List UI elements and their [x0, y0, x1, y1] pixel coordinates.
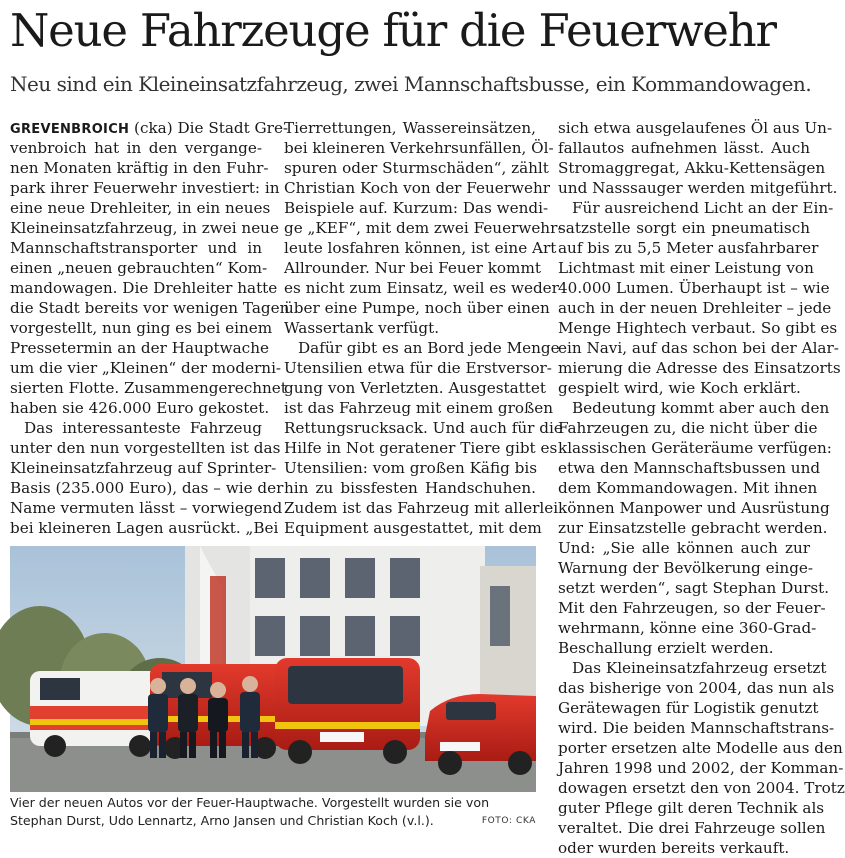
paragraph [284, 338, 563, 538]
paragraph [558, 658, 845, 858]
text-line: 40.000 Lumen. Überhaupt ist – wie [558, 279, 830, 297]
text-line: eine neue Drehleiter, in ein neues [10, 199, 271, 217]
text-line: einen „neuen gebrauchten“ Kom- [10, 259, 268, 277]
photo-credit: FOTO: CKA [481, 816, 536, 826]
text-line: Jahren 1998 und 2002, der Komman- [558, 759, 844, 777]
text-line: Und: „Sie alle können auch zur [558, 539, 810, 557]
text-line: über eine Pumpe, noch über einen [284, 299, 550, 317]
text-line [10, 118, 289, 138]
text-line: Equipment ausgestattet, mit dem [284, 519, 542, 537]
text-line: park ihrer Feuerwehr investiert: in [10, 179, 280, 197]
vehicle-sprinter [30, 671, 165, 757]
text-line: veraltet. Die drei Fahrzeuge sollen [558, 819, 826, 837]
text-line: fallautos aufnehmen lässt. Auch [558, 139, 810, 157]
article-subheadline: Neu sind ein Kleineinsatzfahrzeug, zwei Mannschaftsbusse, ein Kommandowagen. [10, 72, 812, 96]
text-line: Hilfe in Not geratener Tiere gibt es [284, 439, 558, 457]
paragraph [284, 118, 563, 338]
text-line: Dafür gibt es an Bord jede Menge [298, 339, 560, 357]
text-line: satzstelle sorgt ein pneumatisch [558, 219, 810, 237]
paragraph [558, 118, 838, 198]
text-line: Menge Hightech verbaut. So gibt es [558, 319, 838, 337]
text-line: sich etwa ausgelaufenes Öl aus Un- [558, 119, 833, 137]
text-line: venbroich hat in den vergange- [10, 139, 262, 157]
text-line: oder wurden bereits verkauft. [558, 839, 790, 857]
text-line: klassischen Geräteräume verfügen: [558, 439, 832, 457]
text-line: Das Kleineinsatzfahrzeug ersetzt [572, 659, 827, 677]
text-line: dowagen ersetzt den von 2004. Trotz [558, 779, 845, 797]
article-column-2 [284, 118, 563, 538]
paragraph [10, 118, 290, 418]
text-line: Allrounder. Nur bei Feuer kommt [284, 259, 541, 277]
text-line: das bisherige von 2004, das nun als [558, 679, 835, 697]
text-line: Rettungsrucksack. Und auch für die [284, 419, 563, 437]
text-line: ge „KEF“, mit dem zwei Feuerwehr- [284, 219, 563, 237]
text-line: sierten Flotte. Zusammengerechnet [10, 379, 287, 397]
article-headline: Neue Fahrzeuge für die Feuerwehr [10, 4, 776, 57]
text-line: etwa den Mannschaftsbussen und [558, 459, 821, 477]
text-line: können Manpower und Ausrüstung [558, 499, 830, 517]
text-line: Beschallung erzielt werden. [558, 639, 774, 657]
text-line: bei kleineren Lagen ausrückt. „Bei [10, 519, 279, 537]
vehicle-bus-2 [275, 658, 420, 764]
text-line: setzt werden“, sagt Stephan Durst. [558, 579, 830, 597]
text-line: Stromaggregat, Akku-Kettensägen [558, 159, 826, 177]
text-line: um die vier „Kleinen“ der moderni- [10, 359, 282, 377]
text-line: wird. Die beiden Mannschaftstrans- [558, 719, 835, 737]
caption-line: Vier der neuen Autos vor der Feuer-Hauptwache. Vorgestellt wurden sie von [10, 795, 490, 810]
text-line: guter Pflege gilt deren Technik als [558, 799, 825, 817]
paragraph [10, 418, 284, 538]
text-line: und Nasssauger werden mitgeführt. [558, 179, 838, 197]
text-line: unter den nun vorgestellten ist das [10, 439, 281, 457]
text-line: leute losfahren können, ist eine Art [284, 239, 557, 257]
text-line: Beispiele auf. Kurzum: Das wendi- [284, 199, 549, 217]
text-line: Zudem ist das Fahrzeug mit allerlei [284, 499, 559, 517]
text-line: Für ausreichend Licht an der Ein- [572, 199, 834, 217]
article-photo [10, 546, 536, 792]
text-line: mierung die Adresse des Einsatzorts [558, 359, 841, 377]
text-line: ist das Fahrzeug mit einem großen [284, 399, 553, 417]
text-line: Name vermuten lässt – vorwiegend [10, 499, 283, 517]
text-line: Utensilien: vom großen Käfig bis [284, 459, 538, 477]
text-line: ein Navi, auf das schon bei der Alar- [558, 339, 839, 357]
text-line: gung von Verletzten. Ausgestattet [284, 379, 546, 397]
text-line: Warnung der Bevölkerung einge- [558, 559, 814, 577]
article-column-1 [10, 118, 290, 538]
text-line: Gerätewagen für Logistik genutzt [558, 699, 819, 717]
text-line: Fahrzeugen zu, die nicht über die [558, 419, 818, 437]
text-line: zur Einsatzstelle gebracht werden. [558, 519, 828, 537]
article-column-3 [558, 118, 845, 858]
text-line: gespielt wird, wie Koch erklärt. [558, 379, 801, 397]
text-line: Lichtmast mit einer Leistung von [558, 259, 814, 277]
text-line: auf bis zu 5,5 Meter ausfahrbarer [558, 239, 819, 257]
text-line: nen Monaten kräftig in den Fuhr- [10, 159, 269, 177]
text-line: die Stadt bereits vor wenigen Tagen [10, 299, 290, 317]
text-line: Mannschaftstransporter und in [10, 239, 262, 257]
text-fragment: (cka) Die Stadt Gre- [129, 119, 289, 137]
paragraph [558, 198, 841, 398]
text-line: Christian Koch von der Feuerwehr [284, 179, 551, 197]
text-line: Pressetermin an der Hauptwache [10, 339, 269, 357]
text-line: auch in der neuen Drehleiter – jede [558, 299, 832, 317]
text-line: porter ersetzen alte Modelle aus den [558, 739, 843, 757]
text-line: Mit den Fahrzeugen, so der Feuer- [558, 599, 826, 617]
text-line: Wassertank verfügt. [284, 319, 440, 337]
photo-caption [10, 794, 536, 830]
text-line: Das interessanteste Fahrzeug [24, 419, 262, 437]
text-line: Bedeutung kommt aber auch den [572, 399, 830, 417]
text-line: Tierrettungen, Wassereinsätzen, [284, 119, 536, 137]
text-line: es nicht zum Einsatz, weil es weder [284, 279, 559, 297]
text-line: hin zu bissfesten Handschuhen. [284, 479, 536, 497]
text-line: Utensilien etwa für die Erstversor- [284, 359, 552, 377]
text-line: Kleineinsatzfahrzeug auf Sprinter- [10, 459, 277, 477]
text-line: mandowagen. Die Drehleiter hatte [10, 279, 278, 297]
paragraph [558, 398, 832, 658]
text-line: wehrmann, könne eine 360-Grad- [558, 619, 817, 637]
dateline: GREVENBROICH [10, 122, 130, 137]
text-line: vorgestellt, nun ging es bei einem [10, 319, 273, 337]
text-line: spuren oder Sturmschäden“, zählt [284, 159, 549, 177]
text-line: Kleineinsatzfahrzeug, in zwei neue [10, 219, 279, 237]
caption-line: Stephan Durst, Udo Lennartz, Arno Jansen und Christian Koch (v.l.). [10, 813, 434, 828]
text-line: haben sie 426.000 Euro gekostet. [10, 399, 270, 417]
text-line: bei kleineren Verkehrsunfällen, Öl- [284, 139, 554, 157]
text-line: Basis (235.000 Euro), das – wie der [10, 479, 284, 497]
text-line: dem Kommandowagen. Mit ihnen [558, 479, 818, 497]
